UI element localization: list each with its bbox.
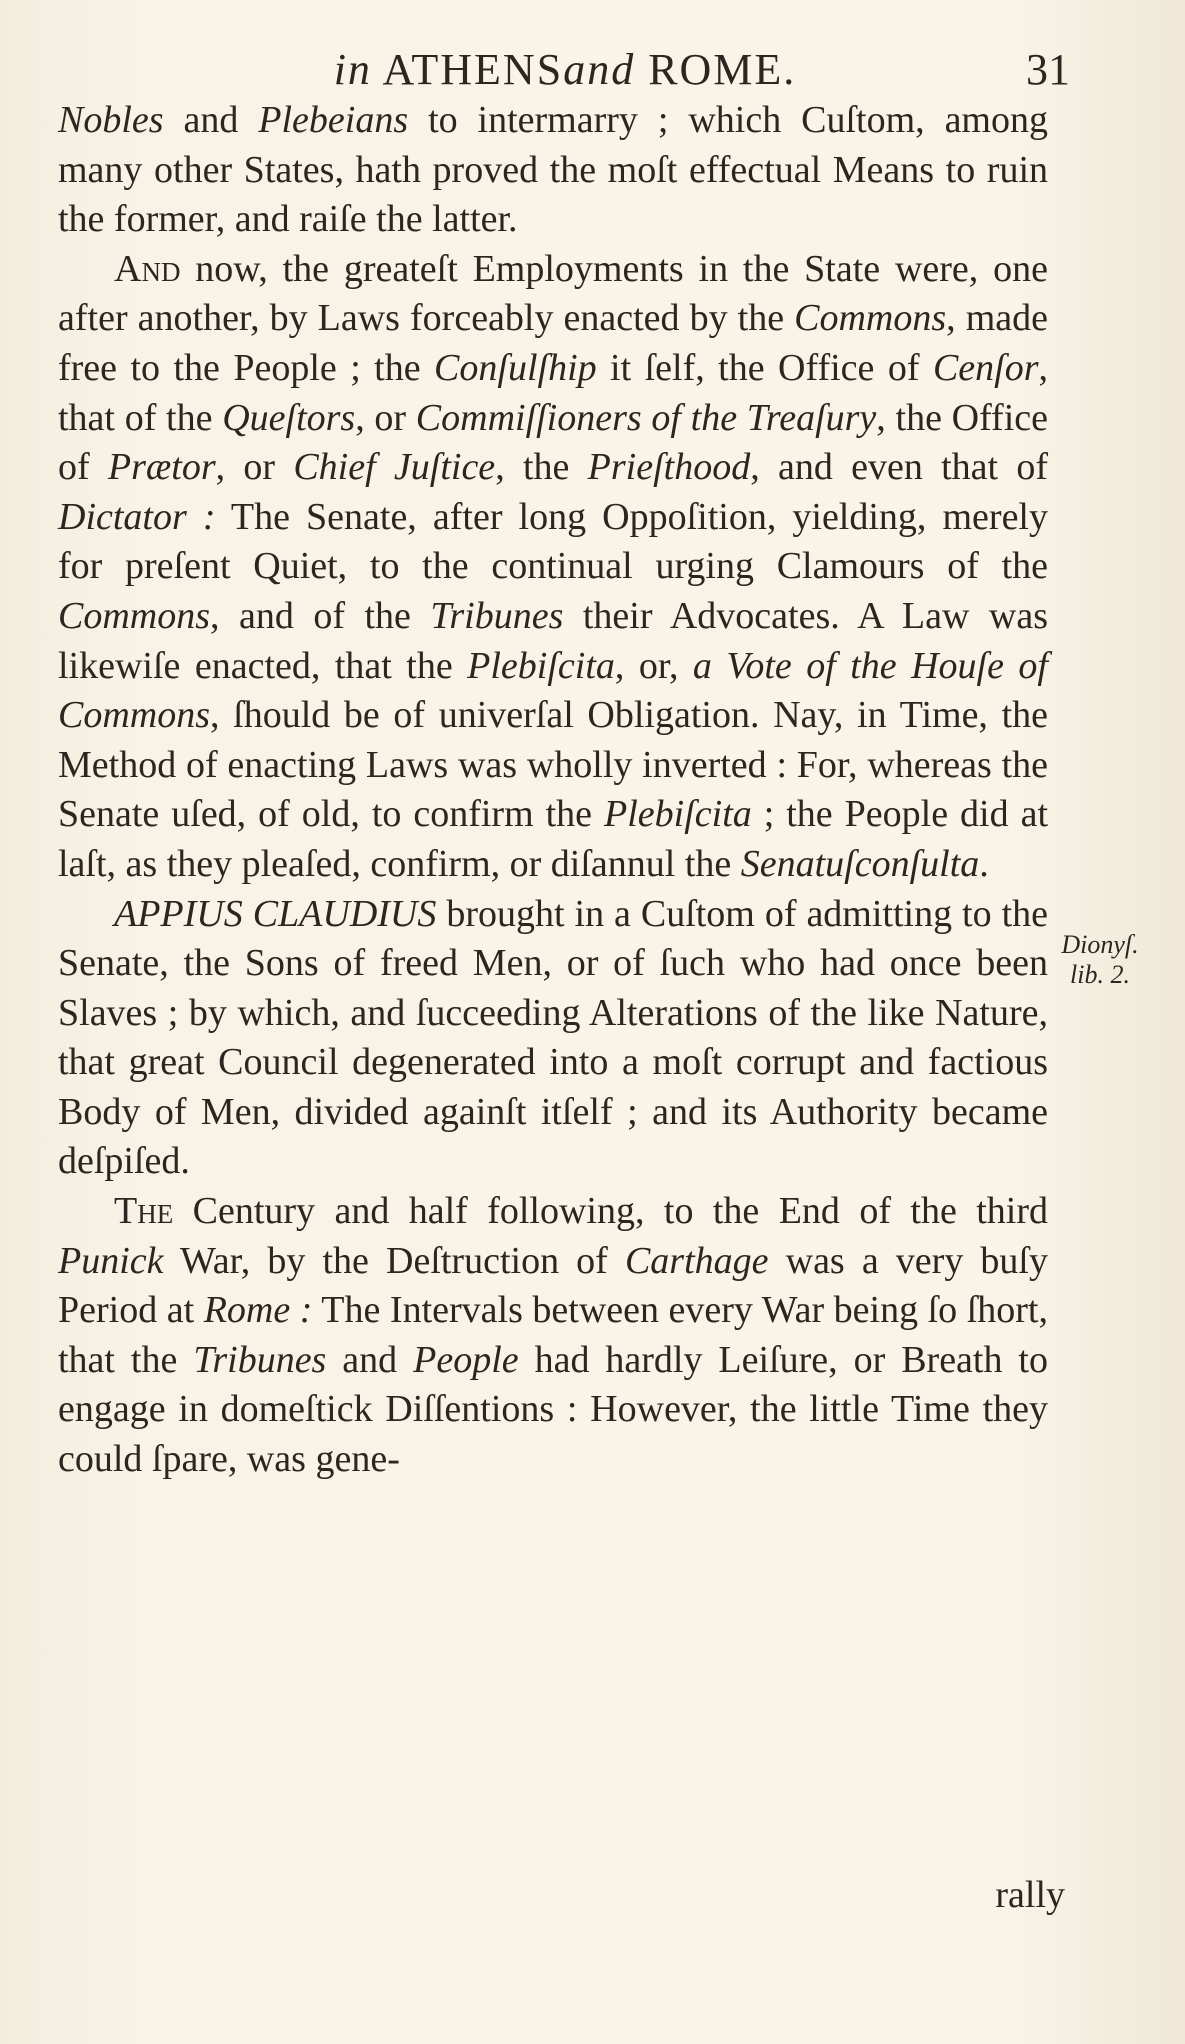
italic-run: Prieſthood (587, 446, 751, 489)
italic-run: Chief Juſtice (293, 446, 496, 489)
title-athens: ATHENS (382, 45, 564, 94)
text-run: , that of the (58, 346, 1048, 439)
italic-run: Carthage (624, 1239, 769, 1282)
margin-note-line: Dionyſ. (1061, 930, 1139, 959)
italic-run: Tribunes (430, 594, 564, 637)
italic-run: Rome : (203, 1289, 313, 1332)
body-text (58, 96, 1048, 1485)
italic-run: Punick (58, 1239, 164, 1282)
italic-run: Plebeians (258, 99, 409, 141)
italic-run: Nobles (58, 99, 164, 141)
italic-run: Plebiſcita (467, 644, 615, 687)
italic-run: Cenſor (932, 346, 1039, 389)
italic-run: APPIUS CLAUDIUS (114, 892, 437, 935)
title-and: and (563, 45, 636, 94)
running-header (60, 40, 1070, 100)
text-run: to intermarry ; which Cuſtom, among many other States, hath proved the moſt effectual Means to ruin the former, and raiſe the latter. (58, 99, 1048, 241)
text-run: , or, (614, 644, 693, 687)
text-run: , and of the (210, 594, 431, 637)
text-run: , the Office of (58, 396, 1048, 489)
text-run: , or (215, 446, 294, 489)
text-run: their Advocates. A Law was likewiſe enacted, that the (58, 594, 1049, 687)
italic-run: Conſulſhip (434, 346, 597, 389)
title-rome: ROME. (648, 45, 797, 94)
italic-run: Commons (58, 594, 211, 637)
paragraph (58, 96, 1048, 245)
text-run: , ſhould be of univerſal Obligation. Nay, in Time, the Method of enacting Laws was wholly inverted : For, whereas the Senate uſed, of old, to confirm the (58, 694, 1048, 836)
italic-run: Commiſſioners of the Treaſury (415, 396, 877, 439)
catchword: rally (995, 1874, 1065, 1916)
text-run: brought in a Cuſtom of admitting to the Senate, the Sons of freed Men, or of ſuch who had once been Slaves ; by which, and ſucceeding Alterations of the like Nature, that great Council degenerated into a moſt corrupt and factious Body of Men, divided againſt itſelf ; and its Authority became deſpiſed. (58, 892, 1048, 1183)
text-run: and (163, 99, 259, 141)
text-run: now, the greateſt Employments in the State were, one after another, by Laws forceably enacted by the (58, 247, 1048, 340)
text-run: And (114, 247, 181, 290)
italic-run: People (413, 1338, 519, 1381)
text-run: and (326, 1338, 414, 1381)
italic-run: Dictator : (58, 495, 216, 538)
paragraph (58, 1187, 1048, 1485)
text-run: , made free to the People ; the (58, 297, 1048, 389)
text-run: , or (355, 396, 416, 439)
text-run: , the (495, 446, 588, 489)
italic-run: Queſtors (222, 396, 356, 439)
text-run: was a very buſy Period at (58, 1239, 1048, 1332)
text-run: ; the People did at laſt, as they pleaſed, confirm, or diſannul the (58, 793, 1048, 885)
text-run: Century and half following, to the End of the third (173, 1190, 1048, 1233)
italic-run: Tribunes (193, 1338, 327, 1381)
margin-note-line: lib. 2. (1070, 960, 1130, 989)
running-title (60, 40, 1070, 100)
text-run: The Senate, after long Oppoſition, yielding, merely for preſent Quiet, to the continual urging Clamours of the (58, 495, 1048, 588)
italic-run: a Vote of the Houſe of Commons (58, 644, 1048, 737)
italic-run: Prætor (107, 446, 216, 489)
text-run: . (979, 842, 989, 885)
text-run: The (114, 1190, 174, 1233)
page-number: 31 (1026, 45, 1070, 94)
paragraph (58, 245, 1048, 890)
text-run: The Intervals between every War being ſo ſhort, that the (58, 1289, 1048, 1381)
text-run: had hardly Leiſure, or Breath to engage in domeſtick Diſſentions : However, the little Time they could ſpare, was gene- (58, 1338, 1048, 1481)
paragraph (58, 890, 1048, 1188)
text-run: it ſelf, the Office of (596, 346, 933, 389)
margin-note (1050, 930, 1150, 990)
italic-run: Plebiſcita (604, 793, 752, 836)
title-in: in (333, 45, 372, 94)
italic-run: Commons (794, 297, 947, 340)
italic-run: Senatuſconſulta (740, 842, 980, 885)
text-run: War, by the Deſtruction of (163, 1239, 625, 1282)
text-run: , and even that of (750, 446, 1048, 489)
